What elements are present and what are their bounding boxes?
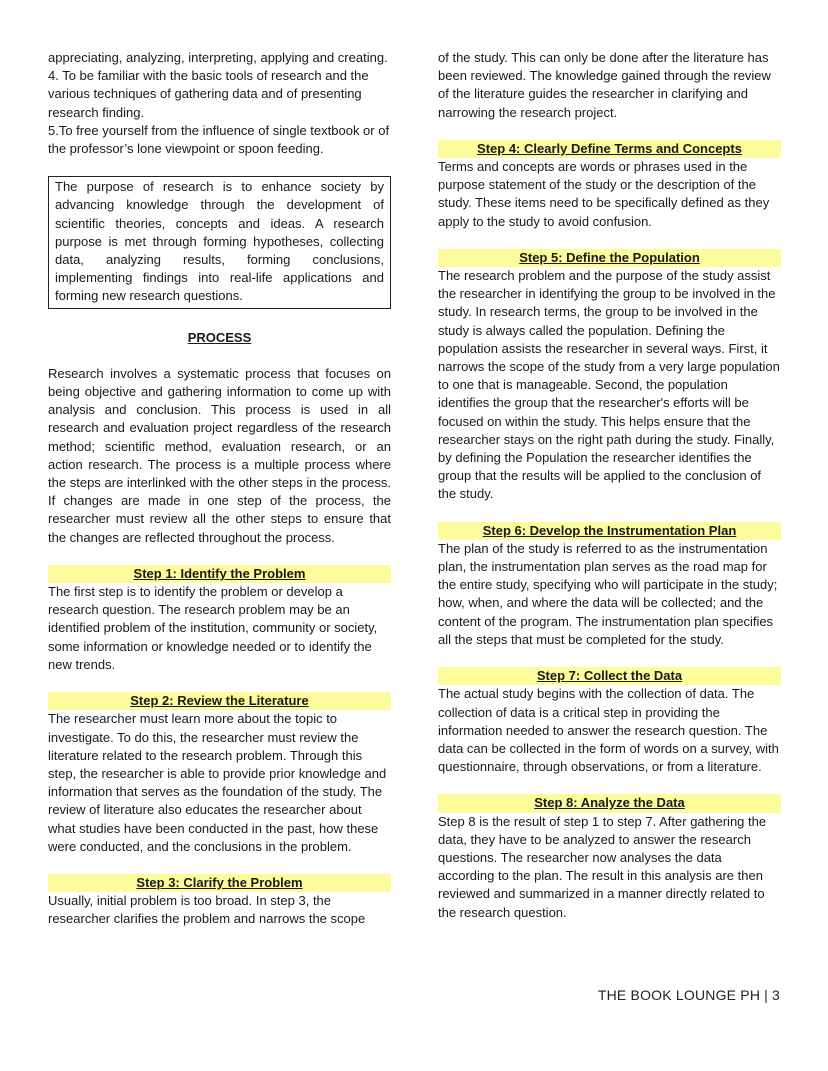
step-8-text: Step 8 is the result of step 1 to step 7. After gathering the data, they have to be analyzed to answer the research questions. The researcher now analyses the data according to the plan. The result in this analysis are then reviewed and summarized in a manner directly related to the research question. bbox=[438, 813, 767, 920]
process-heading: PROCESS bbox=[187, 329, 252, 345]
step-5-text: The research problem and the purpose of the study assist the researcher in identifying the group to be involved in the study. In research terms, the group to be involved in the study is always called the population. Defining the population assists the researcher in several ways. First, it narrows the scope of the study from a very large population to one that is manageable. Second, the population identifies the group that the researcher's efforts will be focused on within the study. This helps ensure that the researcher stays on the right path during the study. Finally, by defining the Population the researcher identifies the group that the results will be applied to the conclusion of the study. bbox=[438, 268, 780, 502]
step-1-title: Step 1: Identify the Problem bbox=[48, 565, 391, 583]
step-8-title: Step 8: Analyze the Data bbox=[438, 794, 781, 812]
step-7-text: The actual study begins with the collection of data. The collection of data is a critical step in providing the information needed to answer the research question. The data can be collected in the form of words on a survey, with questionnaire, through observations, or from a literature. bbox=[438, 686, 779, 775]
step-3-title: Step 3: Clarify the Problem bbox=[48, 874, 391, 892]
footer-separator: | bbox=[764, 987, 768, 1003]
purpose-box-text: The purpose of research is to enhance society by advancing knowledge through the development of scientific theories, concepts and ideas. A research purpose is met through forming hypotheses, collecting data, analyzing results, forming conclusions, implementing findings into real-life applications and forming new research questions. bbox=[55, 179, 384, 304]
step-4-text: Terms and concepts are words or phrases used in the purpose statement of the study or the description of the study. These items need to be specifically defined as they apply to the study to avoid confusion. bbox=[438, 159, 770, 229]
right-column bbox=[438, 49, 781, 922]
purpose-box bbox=[48, 176, 391, 308]
footer-brand: THE BOOK LOUNGE PH bbox=[597, 987, 761, 1003]
list-item-5: 5.To free yourself from the influence of single textbook or of the professor’s lone viewpoint or spoon feeding. bbox=[48, 122, 390, 157]
step-7-title: Step 7: Collect the Data bbox=[438, 667, 781, 685]
page-number: 3 bbox=[772, 987, 780, 1003]
step-1-text: The first step is to identify the problem or develop a research question. The research problem may be an identified problem of the institution, community or society, some information or knowledge needed or to identify the new trends. bbox=[48, 584, 378, 672]
step-3-text-continued: of the study. This can only be done after the literature has been reviewed. The knowledge gained through the review of the literature guides the researcher in clarifying and narrowing the research project. bbox=[438, 50, 771, 120]
step-6-title: Step 6: Develop the Instrumentation Plan bbox=[438, 522, 781, 540]
list-item-4: 4. To be familiar with the basic tools of research and the various techniques of gathering data and of presenting research finding. bbox=[48, 68, 369, 120]
list-line-creating: appreciating, analyzing, interpreting, applying and creating. bbox=[48, 50, 388, 65]
step-6-text: The plan of the study is referred to as the instrumentation plan, the instrumentation plan serves as the road map for the entire study, specifying who will participate in the study; how, when, and where the data will be collected; and the content of the program. The instrumentation plan specifies all the steps that must be completed for the study. bbox=[438, 540, 778, 647]
process-paragraph: Research involves a systematic process that focuses on being objective and gathering information to come up with analysis and conclusion. This process is used in all research and evaluation project regardless of the research method; scientific method, evaluation research, or an action research. The process is a multiple process where the steps are interlinked with the other steps in the process. If changes are made in one step of the process, the researcher must review all the other steps to ensure that the changes are reflected throughout the process. bbox=[48, 365, 391, 545]
step-3-text: Usually, initial problem is too broad. In step 3, the researcher clarifies the problem and narrows the scope bbox=[48, 893, 366, 927]
step-2-title: Step 2: Review the Literature bbox=[48, 692, 391, 710]
step-5-title: Step 5: Define the Population bbox=[438, 249, 781, 267]
step-2-text: The researcher must learn more about the topic to investigate. To do this, the researcher must review the literature related to the research problem. Through this step, the researcher is able to provide prior knowledge and information that serves as the foundation of the study. The review of literature also educates the researcher about what studies have been conducted in the past, how these were conducted, and the conclusions in the problem. bbox=[48, 711, 387, 854]
page-footer bbox=[598, 987, 780, 1003]
step-4-title: Step 4: Clearly Define Terms and Concepts bbox=[438, 140, 781, 158]
left-column bbox=[48, 49, 391, 929]
